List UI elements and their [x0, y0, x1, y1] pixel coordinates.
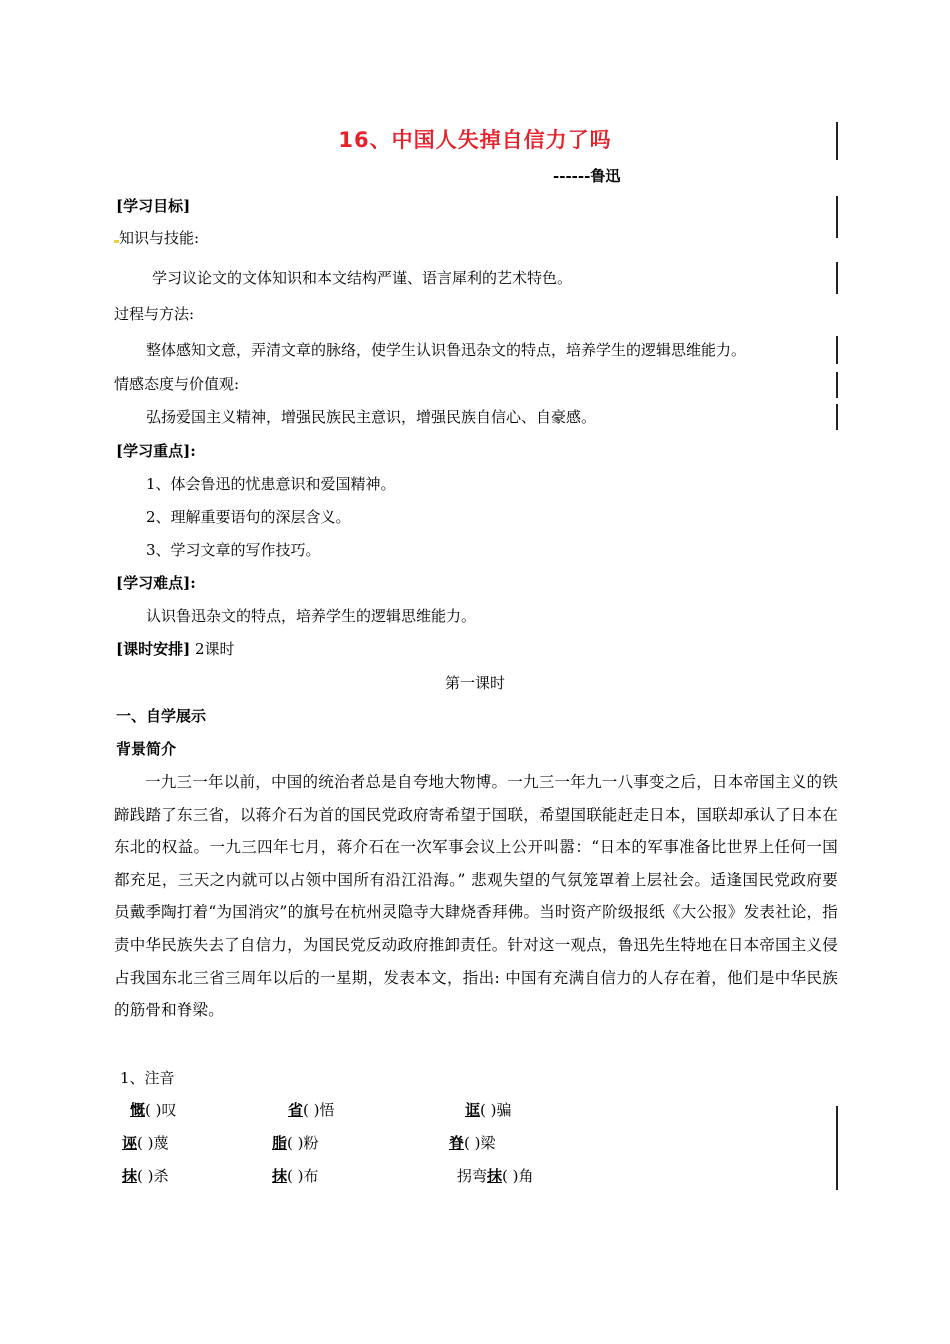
margin-bar: [836, 372, 838, 398]
author-line: ------鲁迅: [553, 167, 621, 185]
pinyin-item: 脊( )梁: [449, 1134, 496, 1152]
background-header: 背景简介: [116, 740, 177, 758]
target-char: 脊: [449, 1134, 465, 1152]
pinyin-item: 诬( )蔑: [122, 1134, 169, 1152]
difficulty-text: 认识鲁迅杂文的特点，培养学生的逻辑思维能力。: [146, 607, 477, 625]
pinyin-item: 慨( )叹: [130, 1101, 177, 1119]
key-point: 1、体会鲁迅的忧患意识和爱国精神。: [146, 475, 396, 493]
margin-bar: [836, 336, 838, 364]
page-title: 16、中国人失掉自信力了吗: [338, 128, 612, 152]
emotion-label: 情感态度与价值观:: [114, 375, 240, 393]
target-char: 抹: [122, 1167, 138, 1185]
pinyin-item: 省( )悟: [288, 1101, 335, 1119]
margin-bar: [836, 262, 838, 294]
key-point: 3、学习文章的写作技巧。: [146, 541, 321, 559]
target-char: 抹: [487, 1167, 503, 1185]
target-char: 慨: [130, 1101, 146, 1119]
pinyin-label: 1、注音: [120, 1069, 175, 1087]
target-char: 抹: [272, 1167, 288, 1185]
difficulty-header: [学习难点]:: [116, 574, 196, 592]
target-char: 脂: [272, 1134, 288, 1152]
emotion-text: 弘扬爱国主义精神，增强民族民主意识，增强民族自信心、自豪感。: [146, 408, 597, 426]
key-point: 2、理解重要语句的深层含义。: [146, 508, 351, 526]
target-char: 诬: [122, 1134, 138, 1152]
pinyin-item: 抹( )杀: [122, 1167, 169, 1185]
section-heading: 一、自学展示: [116, 707, 207, 725]
background-paragraph: 一九三一年以前，中国的统治者总是自夸地大物博。一九三一年九一八事变之后，日本帝国主义的铁蹄践踏了东三省，以蒋介石为首的国民党政府寄希望于国联，希望国联能赶走日本，国联却承认了日本在东北的权益。一九三四年七月，蒋介石在一次军事会议上公开叫嚣：“日本的军事准备比世界上任何一国都充足，三天之内就可以占领中国所有沿江沿海。” 悲观失望的气氛笼罩着上层社会。适逢国民党政府要员戴季陶打着“为国消灾”的旗号在杭州灵隐寺大肆烧香拜佛。当时资产阶级报纸《大公报》发表社论，指责中华民族失去了自信力，为国民党反动政府推卸责任。针对这一观点，鲁迅先生特地在日本帝国主义侵占我国东北三省三周年以后的一星期，发表本文，指出: 中国有充满自信力的人存在着，他们是中华民族的筋骨和脊梁。: [114, 773, 838, 1020]
schedule-row: [116, 639, 235, 659]
pinyin-item: 拐弯抹( )角: [457, 1167, 534, 1185]
objectives-header: [学习目标]: [116, 197, 191, 215]
pinyin-item: 抹( )布: [272, 1167, 319, 1185]
margin-bar: [836, 122, 838, 160]
target-char: 省: [288, 1101, 304, 1119]
process-label: 过程与方法:: [114, 305, 195, 323]
target-char: 诓: [465, 1101, 481, 1119]
schedule-value: 2课时: [194, 640, 235, 658]
process-text: 整体感知文意，弄清文章的脉络，使学生认识鲁迅杂文的特点，培养学生的逻辑思维能力。: [146, 341, 747, 359]
pinyin-item: 脂( )粉: [272, 1134, 319, 1152]
knowledge-text: 学习议论文的文体知识和本文结构严谨、语言犀利的艺术特色。: [152, 269, 573, 287]
lesson-title: 第一课时: [444, 674, 505, 692]
schedule-header: [课时安排]: [116, 640, 191, 658]
margin-bar: [836, 1106, 838, 1190]
key-header: [学习重点]:: [116, 442, 196, 460]
knowledge-label-row: [114, 228, 199, 248]
margin-bar: [836, 404, 838, 430]
pinyin-item: 诓( )骗: [465, 1101, 512, 1119]
knowledge-label: 知识与技能:: [119, 229, 200, 247]
margin-bar: [836, 196, 838, 238]
